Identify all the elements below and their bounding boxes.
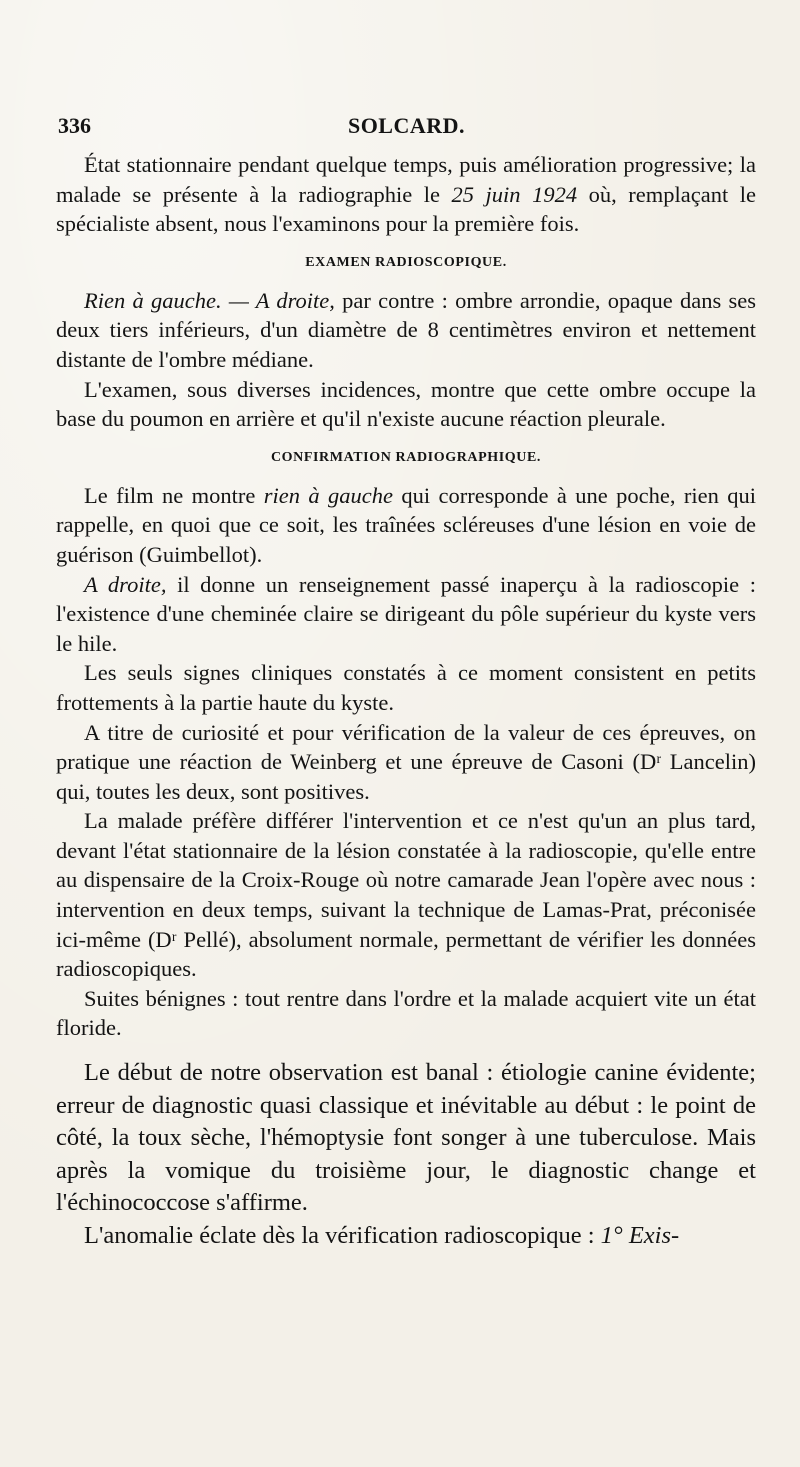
paragraph-5 [56,570,756,659]
page-header [58,113,755,143]
p1-date: 25 juin 1924 [451,181,578,207]
section-heading-radiographique: CONFIRMATION RADIOGRAPHIQUE. [270,449,542,465]
paragraph-3: L'examen, sous diverses incidences, montre que cette ombre occupe la base du poumon en arrière et qu'il n'existe aucune réaction pleurale. [56,376,756,432]
paragraph-2 [56,286,756,375]
p1-text-start: État stationnaire pendant quelque temps, puis amélioration progressive; la malade se présente à la radiographie le [56,152,756,207]
paragraph-4 [56,481,756,570]
paragraph-9: Suites bénignes : tout rentre dans l'ordre et la malade acquiert vite un état floride. [56,985,756,1041]
paragraph-7: A titre de curiosité et pour vérification de la valeur de ces épreuves, on pratique une réaction de Weinberg et une épreuve de Casoni (Dʳ Lancelin) qui, toutes les deux, sont positives. [56,719,756,804]
paragraph-11 [56,1220,756,1253]
p11-text: L'anomalie éclate dès la vérification radioscopique : [84,1221,601,1249]
p2-text: par contre : ombre arrondie, opaque dans ses deux tiers inférieurs, d'un diamètre de 8 centimètres environ et nettement distante de l'ombre médiane. [56,287,756,372]
section-heading-radioscopique: EXAMEN RADIOSCOPIQUE. [305,254,507,270]
p5-lead: A droite, [84,571,167,597]
p2-lead: Rien à gauche. — A droite, [84,287,335,313]
p4-text-end: qui corresponde à une poche, rien qui rappelle, en quoi que ce soit, les traînées scléreuses d'une lésion en voie de guérison (Guimbellot). [56,482,756,567]
p5-text: il donne un renseignement passé inaperçu à la radioscopie : l'existence d'une cheminée claire se dirigeant du pôle supérieur du kyste vers le hile. [56,571,756,656]
paragraph-10: Le début de notre observation est banal : étiologie canine évidente; erreur de diagnostic quasi classique et inévitable au début : le point de côté, la toux sèche, l'hémoptysie font songer à une tuberculose. Mais après la vomique du troisième jour, le diagnostic change et l'échinococcose s'affirme. [56,1059,756,1217]
running-title: SOLCARD. [347,113,466,138]
page-body [56,150,756,1252]
p4-text-start: Le film ne montre [84,482,264,508]
paragraph-8: La malade préfère différer l'intervention et ce n'est qu'un an plus tard, devant l'état stationnaire de la lésion constatée à la radioscopie, qu'elle entre au dispensaire de la Croix-Rouge où notre camarade Jean l'opère avec nous : intervention en deux temps, suivant la technique de Lamas-Prat, préconisée ici-même (Dʳ Pellé), absolument normale, permettant de vérifier les données radioscopiques. [56,808,756,982]
paragraph-6: Les seuls signes cliniques constatés à ce moment consistent en petits frottements à la partie haute du kyste. [56,660,756,715]
p11-emphasis: 1° Exis- [600,1221,680,1249]
paragraph-1 [56,150,756,239]
p4-emphasis: rien à gauche [263,482,394,508]
section-gap [56,1043,756,1057]
page-number: 336 [58,113,91,138]
p1-text-end: où, remplaçant le spécialiste absent, nous l'examinons pour la première fois. [56,181,756,237]
